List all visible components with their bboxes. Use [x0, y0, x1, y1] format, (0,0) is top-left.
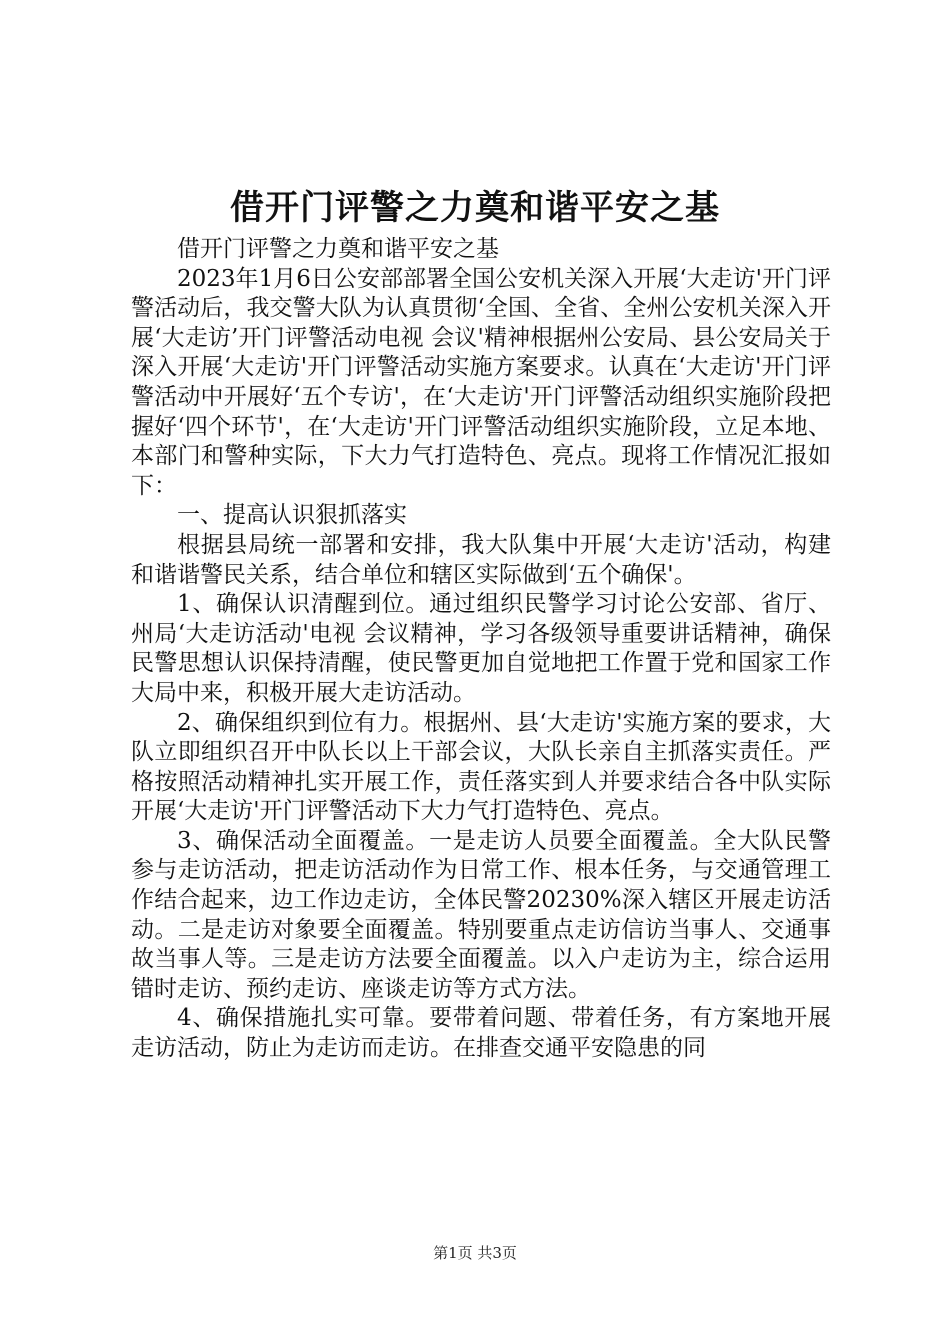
paragraph-item-2: 2、确保组织到位有力。根据州、县‘大走访'实施方案的要求，大队立即组织召开中队长以上干部会议，大队长亲自主抓落实责任。严格按照活动精神扎实开展工作，责任落实到人并要求结合各中队实际开展‘大走访'开门评警活动下大力气打造特色、亮点。	[131, 709, 831, 825]
document-body	[131, 235, 831, 1064]
paragraph-subtitle: 借开门评警之力奠和谐平安之基	[177, 236, 499, 262]
paragraph-intro: 2023年1月6日公安部部署全国公安机关深入开展‘大走访'开门评警活动后，我交警大队为认真贯彻‘全国、全省、全州公安机关深入开展‘大走访’开门评警活动电视 会议'精神根据州公安局、县公安局关于深入开展‘大走访'开门评警活动实施方案要求。认真在‘大走访'开门评警活动中开展好‘五个专访'，在‘大走访'开门评警活动组织实施阶段把握好‘四个环节'，在‘大走访'开门评警活动组织实施阶段，立足本地、本部门和警种实际，下大力气打造特色、亮点。现将工作情况汇报如下：	[131, 265, 831, 499]
paragraph-item-4: 4、确保措施扎实可靠。要带着问题、带着任务，有方案地开展走访活动，防止为走访而走访。在排查交通平安隐患的同	[131, 1005, 831, 1062]
section-heading: 一、提高认识狠抓落实	[177, 502, 407, 529]
page-number-footer: 第1页 共3页	[433, 1244, 517, 1262]
paragraph-item-3: 3、确保活动全面覆盖。一是走访人员要全面覆盖。全大队民警参与走访活动，把走访活动作为日常工作、根本任务，与交通管理工作结合起来，边工作边走访，全体民警20230%深入辖区开展走访活动。二是走访对象要全面覆盖。特别要重点走访信访当事人、交通事故当事人等。三是走访方法要全面覆盖。以入户走访为主，综合运用错时走访、预约走访、座谈走访等方式方法。	[131, 827, 831, 1002]
paragraph-item-1: 1、确保认识清醒到位。通过组织民警学习讨论公安部、省厅、州局‘大走访活动'电视 会议精神，学习各级领导重要讲话精神，确保民警思想认识保持清醒，使民警更加自觉地把工作置于党和国家工作大局中来，积极开展大走访活动。	[131, 591, 831, 706]
document-title: 借开门评警之力奠和谐平安之基	[230, 188, 720, 228]
paragraph-section-summary: 根据县局统一部署和安排，我大队集中开展‘大走访'活动，构建和谐谐警民关系，结合单位和辖区实际做到‘五个确保'。	[131, 531, 831, 588]
